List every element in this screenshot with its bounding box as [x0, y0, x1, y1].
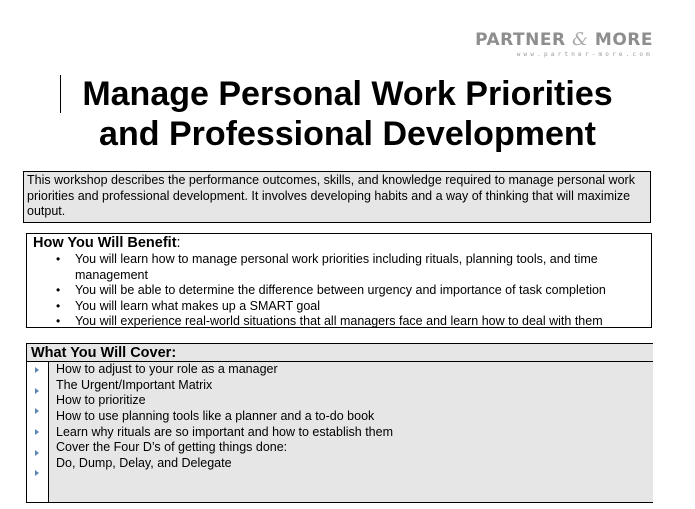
benefit-list-item: [56, 298, 645, 315]
arrow-bullet-icon: [35, 450, 39, 456]
cover-item: How to adjust to your role as a manager: [56, 362, 278, 376]
benefit-list-item: [56, 314, 645, 330]
arrow-bullet-icon: [35, 388, 39, 394]
intro-description-box: [23, 171, 651, 223]
arrow-bullet-icon: [35, 470, 39, 476]
benefit-item-text: You will learn what makes up a SMART goal: [75, 298, 321, 313]
benefit-item-text: You will experience real-world situations that all managers face and learn how to deal with them: [75, 314, 603, 328]
benefit-heading-colon: :: [176, 235, 181, 251]
benefit-item-text: You will learn how to manage personal work priorities including rituals, planning tools, and time management: [75, 252, 598, 282]
benefit-item-text: You will be able to determine the difference between urgency and importance of task completion: [75, 283, 606, 297]
benefit-list-item: [56, 283, 645, 299]
bullet-icon: •: [56, 298, 61, 313]
cover-section: [26, 343, 653, 503]
title-line-1: Manage Personal Work Priorities: [82, 75, 613, 113]
bullet-icon: •: [56, 252, 61, 266]
arrow-bullet-icon: [35, 408, 39, 414]
bullet-icon: •: [56, 314, 61, 328]
cover-item-column: [49, 362, 653, 502]
logo-word-more: MORE: [594, 30, 653, 50]
title-line-2: and Professional Development: [99, 115, 596, 153]
cover-table: [27, 362, 653, 502]
cover-item: The Urgent/Important Matrix: [56, 377, 213, 392]
intro-text: This workshop describes the performance outcomes, skills, and knowledge required to manage personal work priorities and professional development. It involves developing habits and a way of thinking that will maximize output.: [27, 173, 635, 218]
logo-word-partner: PARTNER: [475, 30, 566, 50]
cover-arrow-column: [27, 362, 49, 502]
cover-item: Learn why rituals are so important and how to establish them: [56, 424, 393, 439]
logo-wordmark: [475, 30, 653, 50]
logo-ampersand: &: [571, 29, 589, 50]
partner-more-logo: [475, 30, 653, 58]
logo-url: www.partner-more.com: [516, 51, 653, 58]
cover-item: Do, Dump, Delay, and Delegate: [56, 456, 232, 471]
benefit-heading-text: How You Will Benefit: [33, 235, 177, 251]
benefit-heading: [33, 235, 645, 252]
bullet-icon: •: [56, 283, 61, 297]
cover-item: Cover the Four D’s of getting things done:: [56, 440, 288, 455]
arrow-bullet-icon: [35, 367, 39, 373]
benefit-list-item: [56, 252, 645, 283]
document-title: [40, 74, 655, 154]
cover-heading: What You Will Cover:: [27, 344, 653, 362]
arrow-bullet-icon: [35, 429, 39, 435]
cover-item: How to prioritize: [56, 393, 146, 408]
cover-item: How to use planning tools like a planner and a to-do book: [56, 409, 375, 424]
benefit-section: [26, 233, 652, 328]
benefit-list: [33, 252, 645, 330]
